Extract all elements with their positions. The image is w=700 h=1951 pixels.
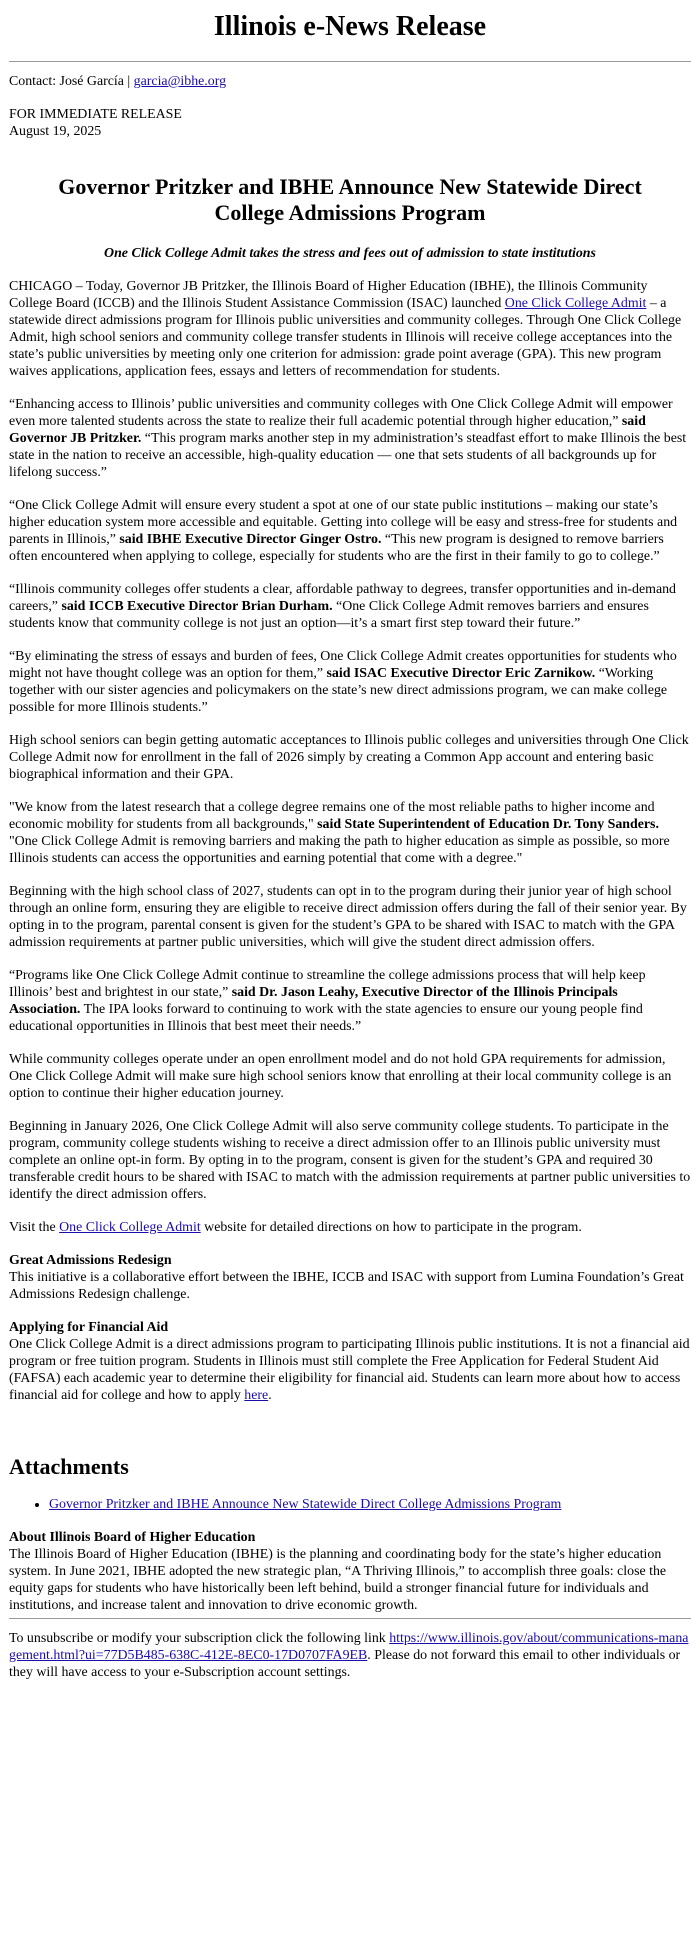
paragraph-visit-website bbox=[9, 1219, 691, 1236]
section-body: One Click College Admit is a direct admissions program to participating Illinois public institutions. It is not a financial aid program or free tuition program. Students in Illinois must still complete the Free Application for Federal Student Aid (FAFSA) each academic year to determine their eligibility for financial aid. Students can learn more about how to access financial aid for college and how to apply bbox=[9, 1337, 690, 1403]
about-ibhe bbox=[9, 1529, 691, 1614]
about-title: About Illinois Board of Higher Education bbox=[9, 1530, 256, 1545]
release-info bbox=[9, 106, 691, 140]
one-click-college-admit-link[interactable]: One Click College Admit bbox=[504, 296, 647, 311]
text: "We know from the latest research that a college degree remains one of the most reliable paths to higher income and economic mobility for students from all backgrounds," bbox=[9, 800, 655, 832]
paragraph-sanders-quote bbox=[9, 799, 691, 867]
paragraph-common-app: High school seniors can begin getting automatic acceptances to Illinois public colleges and universities through One Click College Admit now for enrollment in the fall of 2026 simply by creating a Common App account and entering basic biographical information and their GPA. bbox=[9, 733, 689, 782]
banner-title: Illinois e-News Release bbox=[213, 11, 487, 42]
section-title: Applying for Financial Aid bbox=[9, 1320, 169, 1335]
text: “By eliminating the stress of essays and burden of fees, One Click College Admit creates opportunities for students who might not have thought college was an option for them,” bbox=[9, 649, 677, 681]
text: The IPA looks forward to continuing to work with the state agencies to ensure our young people find educational opportunities in Illinois that best meet their needs.” bbox=[9, 1002, 643, 1034]
press-release-headline: Governor Pritzker and IBHE Announce New Statewide Direct College Admissions Program bbox=[58, 174, 642, 225]
paragraph-pritzker-quote bbox=[9, 396, 691, 481]
paragraph-durham-quote bbox=[9, 581, 691, 632]
text: “One Click College Admit removes barriers and ensures students know that community college is not just an option—it’s a smart first step toward their future.” bbox=[9, 599, 649, 631]
text: “This new program is designed to remove barriers often encountered when applying to college, especially for students who are the first in their family to go to college.” bbox=[9, 532, 664, 564]
paragraph-class-2027: Beginning with the high school class of 2027, students can opt in to the program during their junior year of high school through an online form, ensuring they are eligible to receive direct admission offers during the fall of their senior year. By opting in to the program, parental consent is given for the student’s GPA to be shared with ISAC to match with the GPA admission requirements at partner public universities, which will give the student direct admission offers. bbox=[9, 884, 687, 950]
text: “Enhancing access to Illinois’ public universities and community colleges with One Click College Admit will empower even more talented students across the state to realize their full academic potential through higher education,” bbox=[9, 397, 673, 429]
text: “Illinois community colleges offer students a clear, affordable pathway to degrees, transfer opportunities and in-demand careers,” bbox=[9, 582, 677, 614]
paragraph-zarnikow-quote bbox=[9, 648, 691, 716]
paragraph-intro bbox=[9, 278, 691, 380]
financial-aid-here-link[interactable]: here bbox=[244, 1388, 269, 1403]
contact-email-link[interactable]: garcia@ibhe.org bbox=[133, 74, 227, 89]
text: “This program marks another step in my administration’s steadfast effort to make Illinois the best state in the nation to receive an accessible, high-quality education — one that sets students of all backgrounds up for lifelong success.” bbox=[9, 431, 687, 480]
paragraph-january-2026: Beginning in January 2026, One Click College Admit will also serve community college students. To participate in the program, community college students wishing to receive a direct admission offer to an Illinois public university must complete an online opt-in form. By opting in to the program, consent is given for the student’s GPA and required 30 transferable credit hours to be shared with ISAC to match with the admission requirements at partner public universities to identify the direct admission offers. bbox=[9, 1119, 691, 1202]
text: Visit the bbox=[9, 1220, 60, 1235]
text: CHICAGO – Today, Governor JB Pritzker, the Illinois Board of Higher Education (IBHE), the Illinois Community College Board (ICCB) and the Illinois Student Assistance Commission (ISAC) launched bbox=[9, 279, 648, 311]
section-title: Great Admissions Redesign bbox=[9, 1253, 172, 1268]
quote-speaker: said Governor JB Pritzker. bbox=[9, 414, 646, 446]
press-release-subhead: One Click College Admit takes the stress and fees out of admission to state institutions bbox=[104, 246, 596, 261]
text: "One Click College Admit is removing barriers and making the path to higher education as simple as possible, so more Illinois students can access the opportunities and earning potential that come with a degree." bbox=[9, 834, 670, 866]
paragraph-ostro-quote bbox=[9, 497, 691, 565]
one-click-college-admit-website-link[interactable]: One Click College Admit bbox=[59, 1220, 201, 1235]
section-body: This initiative is a collaborative effort between the IBHE, ICCB and ISAC with support from Lumina Foundation’s Great Admissions Redesign challenge. bbox=[9, 1270, 684, 1302]
contact-label: Contact: José García | bbox=[9, 74, 134, 89]
quote-speaker: said ISAC Executive Director Eric Zarnikow. bbox=[326, 666, 596, 681]
attachment-link[interactable]: Governor Pritzker and IBHE Announce New Statewide Direct College Admissions Program bbox=[49, 1497, 562, 1512]
text: “Programs like One Click College Admit continue to streamline the college admissions process that will help keep Illinois’ best and brightest in our state,” bbox=[9, 968, 646, 1000]
attachments-heading: Attachments bbox=[9, 1454, 129, 1479]
release-label: FOR IMMEDIATE RELEASE bbox=[9, 107, 182, 122]
quote-speaker: said IBHE Executive Director Ginger Ostro. bbox=[119, 532, 382, 547]
spacer bbox=[9, 1420, 691, 1454]
unsubscribe-link[interactable]: https://www.illinois.gov/about/communications-management.html?ui=77D5B485-638C-412E-8EC0-17D0707FA9EB bbox=[9, 1631, 689, 1663]
text: . bbox=[268, 1388, 272, 1403]
paragraph-community-colleges: While community colleges operate under an open enrollment model and do not hold GPA requirements for admission, One Click College Admit will make sure high school seniors know that enrolling at their local community college is an option to continue their higher education journey. bbox=[9, 1052, 672, 1101]
contact-line bbox=[9, 73, 691, 90]
text: – a statewide direct admissions program for Illinois public universities and community colleges. Through One Click College Admit, high school seniors and community college transfer students in Illinois will receive college acceptances into the state’s public universities by meeting only one criterion for admission: grade point average (GPA). This new program waives applications, application fees, essays and letters of recommendation for students. bbox=[9, 296, 682, 379]
text: website for detailed directions on how to participate in the program. bbox=[200, 1220, 582, 1235]
quote-speaker: said ICCB Executive Director Brian Durham. bbox=[61, 599, 333, 614]
text: “Working together with our sister agencies and policymakers on the state’s new direct admissions program, we can make college possible for more Illinois students.” bbox=[9, 666, 668, 715]
top-divider bbox=[9, 61, 691, 62]
footer-divider bbox=[9, 1618, 691, 1619]
release-date: August 19, 2025 bbox=[9, 124, 102, 139]
text: “One Click College Admit will ensure every student a spot at one of our state public institutions – making our state’s higher education system more accessible and equitable. Getting into college will be easy and stress-free for students and parents in Illinois,” bbox=[9, 498, 678, 547]
quote-speaker: said Dr. Jason Leahy, Executive Director of the Illinois Principals Association. bbox=[9, 985, 618, 1017]
footer-unsubscribe bbox=[9, 1630, 691, 1681]
attachment-item bbox=[49, 1496, 691, 1513]
section-great-admissions-redesign bbox=[9, 1252, 691, 1303]
paragraph-leahy-quote bbox=[9, 967, 691, 1035]
attachments-list bbox=[9, 1496, 691, 1513]
section-financial-aid bbox=[9, 1319, 691, 1404]
text: To unsubscribe or modify your subscription click the following link bbox=[9, 1631, 390, 1646]
text: . Please do not forward this email to other individuals or they will have access to your e-Subscription account settings. bbox=[9, 1648, 681, 1680]
about-body: The Illinois Board of Higher Education (IBHE) is the planning and coordinating body for the state’s higher education system. In June 2021, IBHE adopted the new strategic plan, “A Thriving Illinois,” to accomplish three goals: close the equity gaps for students who have historically been left behind, build a stronger financial future for individuals and institutions, and increase talent and innovation to drive economic growth. bbox=[9, 1547, 667, 1613]
quote-speaker: said State Superintendent of Education Dr. Tony Sanders. bbox=[317, 817, 659, 832]
